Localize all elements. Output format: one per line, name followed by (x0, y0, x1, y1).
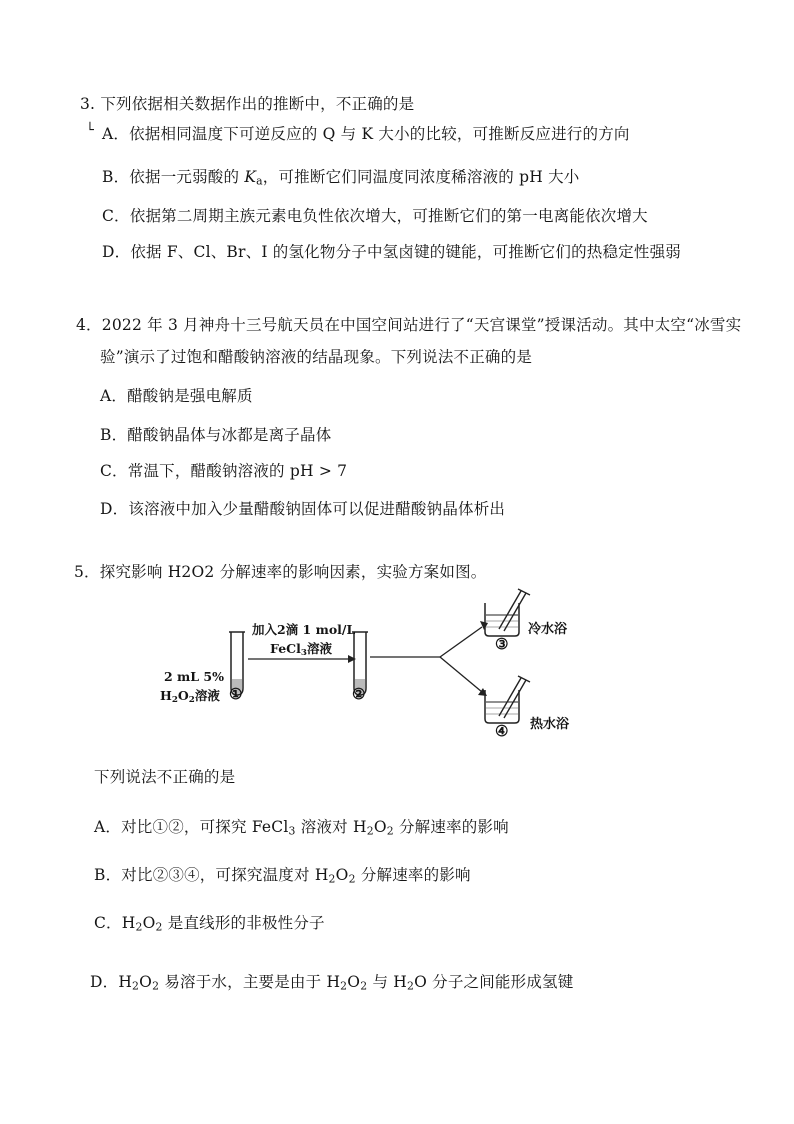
experiment-diagram (150, 585, 610, 775)
q3-option-b: B．依据一元弱酸的 $K_a$，可推断它们同温度同浓度稀溶液的 pH 大小 (102, 168, 580, 188)
q4-stem-line1: 4．2022 年 3 月神舟十三号航天员在中国空间站进行了“天宫课堂”授课活动。其中太空“冰雪实 (76, 316, 742, 334)
beaker-hot-icon (485, 676, 530, 723)
tube-2-number: ② (352, 685, 366, 703)
q3-option-c: C．依据第二周期主族元素电负性依次增大，可推断它们的第一电离能依次增大 (102, 207, 648, 225)
reagent-label-line2: FeCl$_3$溶液 (270, 641, 332, 659)
q4-option-b: B．醋酸钠晶体与冰都是离子晶体 (100, 426, 332, 444)
q3-margin-mark: └ (86, 123, 95, 138)
q5-prompt: 下列说法不正确的是 (94, 768, 236, 786)
tube-1-number: ① (229, 685, 243, 703)
q5-option-c: C．$H_2O_2$ 是直线形的非极性分子 (94, 914, 325, 934)
q5-option-b: B．对比②③④，可探究温度对 $H_2O_2$ 分解速率的影响 (94, 866, 471, 886)
q5-stem: 5．探究影响 H2O2 分解速率的影响因素，实验方案如图。 (74, 563, 487, 581)
q4-option-c: C．常温下，醋酸钠溶液的 pH > 7 (100, 462, 348, 480)
q4-option-a: A．醋酸钠是强电解质 (100, 387, 253, 405)
hot-bath-label: 热水浴 (530, 717, 570, 732)
q3-stem: 3. 下列依据相关数据作出的推断中，不正确的是 (80, 95, 415, 113)
q3-option-d: D．依据 F、Cl、Br、I 的氢化物分子中氢卤键的键能，可推断它们的热稳定性强弱 (102, 243, 681, 261)
sample-label-line1: 2 mL 5% (164, 669, 224, 684)
sample-label-line2: $H_2O_2$溶液 (160, 688, 220, 706)
q4-option-d: D．该溶液中加入少量醋酸钠固体可以促进醋酸钠晶体析出 (100, 500, 506, 518)
beaker-3-number: ③ (495, 635, 509, 653)
beaker-4-number: ④ (495, 722, 509, 740)
q3-option-a: A．依据相同温度下可逆反应的 Q 与 K 大小的比较，可推断反应进行的方向 (102, 125, 630, 143)
q5-option-d: D．$H_2O_2$ 易溶于水，主要是由于 $H_2O_2$ 与 $H_2O$ 分子之间能形成氢键 (90, 973, 574, 993)
q4-stem-line2: 验”演示了过饱和醋酸钠溶液的结晶现象。下列说法不正确的是 (100, 348, 533, 366)
reagent-label-line1: 加入2滴 1 mol/L (252, 622, 356, 637)
cold-bath-label: 冷水浴 (528, 622, 568, 637)
q5-option-a: A．对比①②，可探究 FeCl$_3$ 溶液对 $H_2O_2$ 分解速率的影响 (94, 818, 509, 838)
beaker-cold-icon (485, 589, 530, 636)
